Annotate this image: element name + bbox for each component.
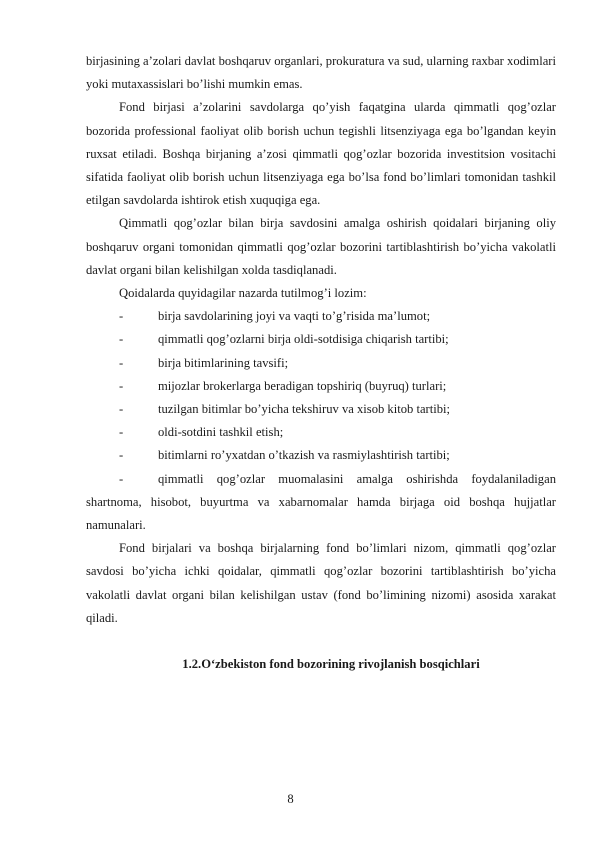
list-dash: -	[119, 355, 124, 370]
list-dash: -	[119, 309, 124, 324]
list-dash: -	[119, 402, 124, 417]
paragraph-5: Fond birjalari va boshqa birjalarning fond bo’limlari nizom, qimmatli qog’ozlar savdosi bo’yicha ichki qoidalar, qimmatli qog’ozlar bozorini tartiblashtirish bo’yicha vakolatli davlat organi bilan kelishilgan ustav (fond bo’limining nizomi) asosida xarakat qiladi.	[86, 541, 556, 625]
list-item-text: qimmatli qog’ozlarni birja oldi-sotdisiga chiqarish tartibi;	[158, 332, 449, 347]
list-item	[86, 398, 556, 421]
list-item	[86, 421, 556, 444]
requirements-list	[86, 305, 556, 537]
list-item	[86, 468, 556, 538]
list-item	[86, 328, 556, 351]
list-item-text: birja bitimlarining tavsifi;	[158, 355, 289, 370]
list-item-text: bitimlarni ro’yxatdan o’tkazish va rasmiylashtirish tartibi;	[158, 448, 450, 463]
list-dash: -	[119, 332, 124, 347]
list-item	[86, 375, 556, 398]
paragraph-1: birjasining a’zolari davlat boshqaruv organlari, prokuratura va sud, ularning raxbar xodimlari yoki mutaxassislari bo’lishi mumkin emas.	[86, 54, 556, 92]
list-dash: -	[119, 425, 124, 440]
paragraph-3: Qimmatli qog’ozlar bilan birja savdosini amalga oshirish qoidalari birjaning oliy boshqaruv organi tomonidan qimmatli qog’ozlar bozorini tartiblashtirish bo’yicha vakolatli davlat organi bilan kelishilgan xolda tasdiqlanadi.	[86, 216, 556, 277]
list-item-text: birja savdolarining joyi va vaqti to’g’risida ma’lumot;	[158, 309, 431, 324]
list-dash: -	[119, 448, 124, 463]
page-number-container	[0, 792, 595, 807]
section-heading: 1.2.O‘zbekiston fond bozorining rivojlanish bosqichlari	[182, 657, 480, 672]
list-item-text: qimmatli qog’ozlar muomalasini amalga oshirishda foydalaniladigan shartnoma, hisobot, buyurtma va xabarnomalar hamda birjaga oid boshqa hujjatlar namunalari.	[86, 471, 556, 533]
paragraph-2: Fond birjasi a’zolarini savdolarga qo’yish faqatgina ularda qimmatli qog’ozlar bozorida professional faoliyat olib borish uchun tegishli litsenziyaga ega bo’lgandan keyin ruxsat etiladi. Boshqa birjaning a’zosi qimmatli qog’ozlar bozorida investitsion vositachi sifatida faoliyat olib borish uchun litsenziyaga ega bo’lsa fond bo’limlari tomonidan tashkil etilgan savdolarda ishtirok etish xuquqiga ega.	[86, 100, 556, 208]
page-number: 8	[287, 792, 294, 806]
list-dash: -	[119, 378, 124, 393]
list-item	[86, 444, 556, 467]
page-content	[86, 50, 556, 689]
paragraph-4: Qoidalarda quyidagilar nazarda tutilmog’i lozim:	[119, 286, 367, 301]
list-item	[86, 305, 556, 328]
list-dash: -	[119, 471, 124, 486]
list-item-text: tuzilgan bitimlar bo’yicha tekshiruv va xisob kitob tartibi;	[158, 402, 451, 417]
list-item-text: oldi-sotdini tashkil etish;	[158, 425, 284, 440]
list-item	[86, 352, 556, 375]
list-item-text: mijozlar brokerlarga beradigan topshiriq (buyruq) turlari;	[158, 378, 447, 393]
